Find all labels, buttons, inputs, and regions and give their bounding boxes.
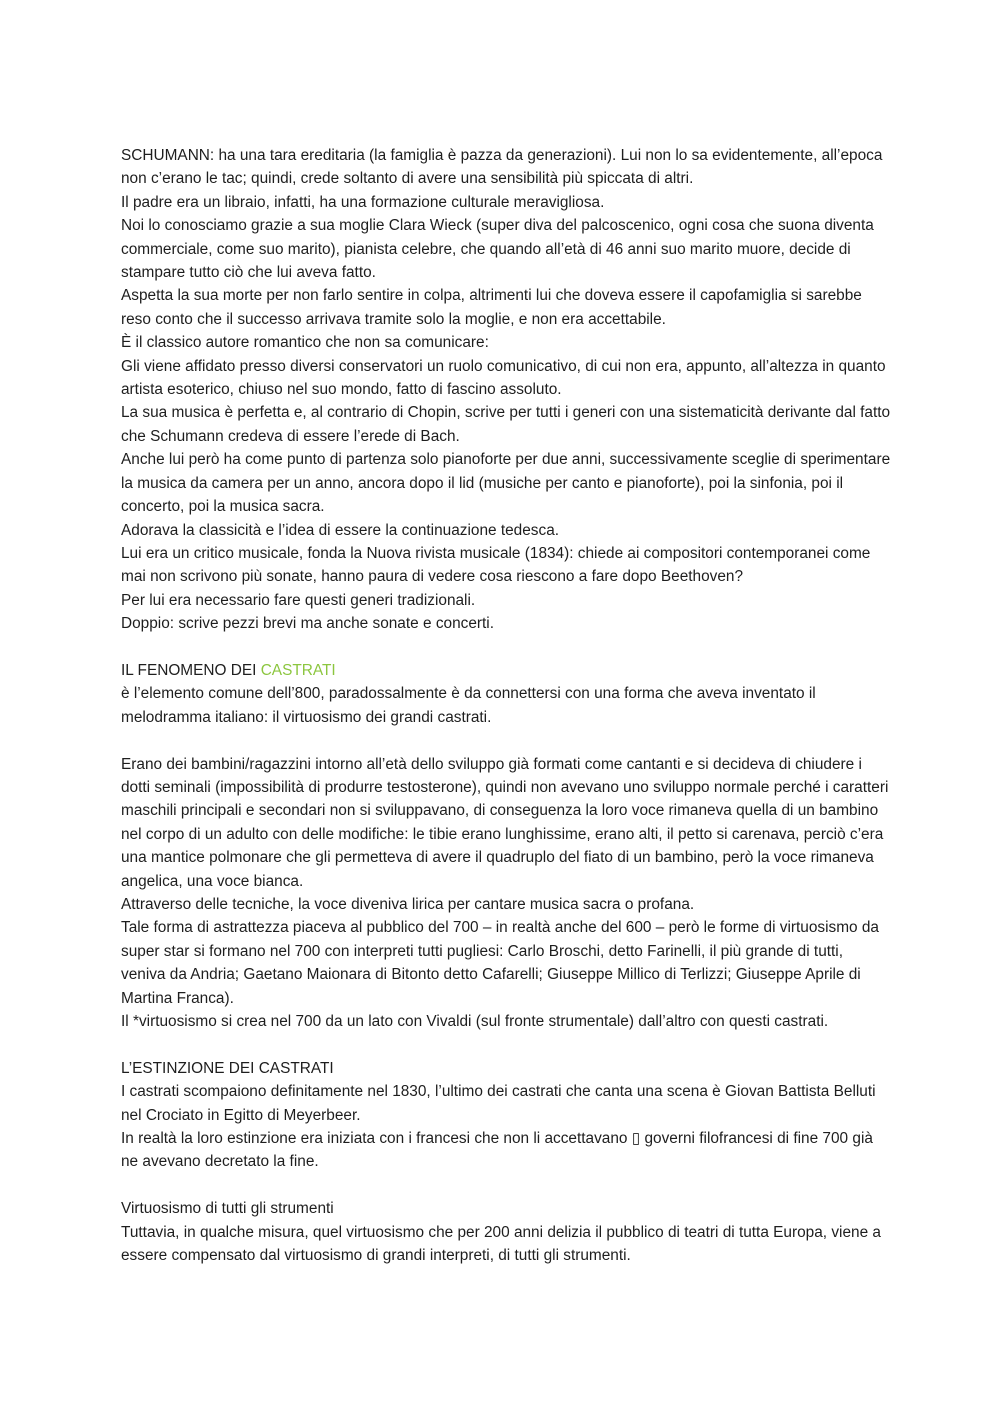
- virtuosismo-heading: Virtuosismo di tutti gli strumenti: [121, 1200, 334, 1218]
- estinzione-paragraph-1: I castrati scompaiono definitamente nel 1830, l’ultimo dei castrati che canta una scena è Giovan Battista Belluti nel Crociato in Egitto di Meyerbeer.: [121, 1083, 876, 1124]
- castrati-paragraph-1: è l’elemento comune dell’800, paradossalmente è da connettersi con una forma che aveva inventato il melodramma italiano: il virtuosismo dei grandi castrati.: [121, 685, 816, 726]
- estinzione-heading: L’ESTINZIONE DEI CASTRATI: [121, 1059, 334, 1077]
- estinzione-paragraph-2: In realtà la loro estinzione era iniziata con i francesi che non li accettavano ▯ governi filofrancesi di fine 700 già ne avevano decretato la fine.: [121, 1130, 873, 1171]
- schumann-paragraph-2: Il padre era un libraio, infatti, ha una formazione culturale meravigliosa.: [121, 193, 605, 211]
- castrati-paragraph-3: Attraverso delle tecniche, la voce diveniva lirica per cantare musica sacra o profana.: [121, 895, 695, 913]
- castrati-paragraph-5: Il *virtuosismo si crea nel 700 da un lato con Vivaldi (sul fronte strumentale) dall’altro con questi castrati.: [121, 1013, 829, 1030]
- schumann-paragraph-6: Gli viene affidato presso diversi conservatori un ruolo comunicativo, di cui non era, appunto, all’altezza in quanto artista esoterico, chiuso nel suo mondo, fatto di fascino assoluto.: [121, 357, 886, 399]
- schumann-paragraph-5: È il classico autore romantico che non sa comunicare:: [121, 334, 489, 352]
- virtuosismo-paragraph-1: Tuttavia, in qualche misura, quel virtuosismo che per 200 anni delizia il pubblico di teatri di tutta Europa, viene a essere compensato dal virtuosismo di grandi interpreti, di tutti gli strumenti.: [121, 1223, 881, 1265]
- castrati-paragraph-2: Erano dei bambini/ragazzini intorno all’età dello sviluppo già formati come cantanti e si decideva di chiudere i dotti seminali (impossibilità di produrre testosterone), quindi non avevano uno sviluppo normale perché i caratteri maschili principali e secondari non si sviluppavano, di conseguenza la loro voce rimaneva quella di un bambino nel corpo di un adulto con delle modifiche: le tibie erano lunghissime, erano alti, il petto si carenava, perciò c’era una mantice polmonare che gli permetteva di avere il quadruplo del fiato di un bambino, però la voce rimaneva angelica, una voce bianca.: [121, 755, 889, 890]
- castrati-heading-highlight: CASTRATI: [260, 661, 336, 679]
- schumann-paragraph-10: Lui era un critico musicale, fonda la Nuova rivista musicale (1834): chiede ai compositori contemporanei come mai non scrivono più sonate, hanno paura di vedere cosa riescono a fare dopo Beethoven?: [121, 544, 871, 586]
- castrati-heading-prefix: IL FENOMENO DEI: [121, 661, 261, 679]
- spacer: [121, 1033, 891, 1056]
- castrati-heading: [121, 659, 891, 682]
- document-page: [121, 144, 891, 1267]
- schumann-paragraph-11: Per lui era necessario fare questi generi tradizionali.: [121, 591, 476, 609]
- schumann-paragraph-9: Adorava la classicità e l’idea di essere la continuazione tedesca.: [121, 521, 560, 539]
- spacer: [121, 1174, 891, 1197]
- spacer: [121, 729, 891, 752]
- schumann-paragraph-7: La sua musica è perfetta e, al contrario di Chopin, scrive per tutti i generi con una sistematicità derivante dal fatto che Schumann credeva di essere l’erede di Bach.: [121, 404, 891, 445]
- schumann-paragraph-1: SCHUMANN: ha una tara ereditaria (la famiglia è pazza da generazioni). Lui non lo sa evidentemente, all’epoca non c’erano le tac; quindi, crede soltanto di avere una sensibilità più spiccata di altri.: [121, 147, 883, 188]
- schumann-paragraph-3: Noi lo conosciamo grazie a sua moglie Clara Wieck (super diva del palcoscenico, ogni cosa che suona diventa commerciale, come suo marito), pianista celebre, che quando all’età di 46 anni suo marito muore, decide di stampare tutto ciò che lui aveva fatto.: [121, 217, 874, 282]
- schumann-paragraph-12: Doppio: scrive pezzi brevi ma anche sonate e concerti.: [121, 615, 494, 633]
- spacer: [121, 636, 891, 659]
- schumann-paragraph-4: Aspetta la sua morte per non farlo sentire in colpa, altrimenti lui che doveva essere il capofamiglia si sarebbe reso conto che il successo arrivava tramite solo la moglie, e non era accettabile.: [121, 287, 862, 328]
- schumann-paragraph-8: Anche lui però ha come punto di partenza solo pianoforte per due anni, successivamente sceglie di sperimentare la musica da camera per un anno, ancora dopo il lid (musiche per canto e pianoforte), poi la sinfonia, poi il concerto, poi la musica sacra.: [121, 451, 891, 516]
- castrati-paragraph-4: Tale forma di astrattezza piaceva al pubblico del 700 – in realtà anche del 600 – però le forme di virtuosismo da super star si formano nel 700 con interpreti tutti pugliesi: Carlo Broschi, detto Farinelli, il più grande di tutti, veniva da Andria; Gaetano Maionara di Bitonto detto Cafarelli; Giuseppe Millico di Terlizzi; Giuseppe Aprile di Martina Franca).: [121, 919, 879, 1007]
